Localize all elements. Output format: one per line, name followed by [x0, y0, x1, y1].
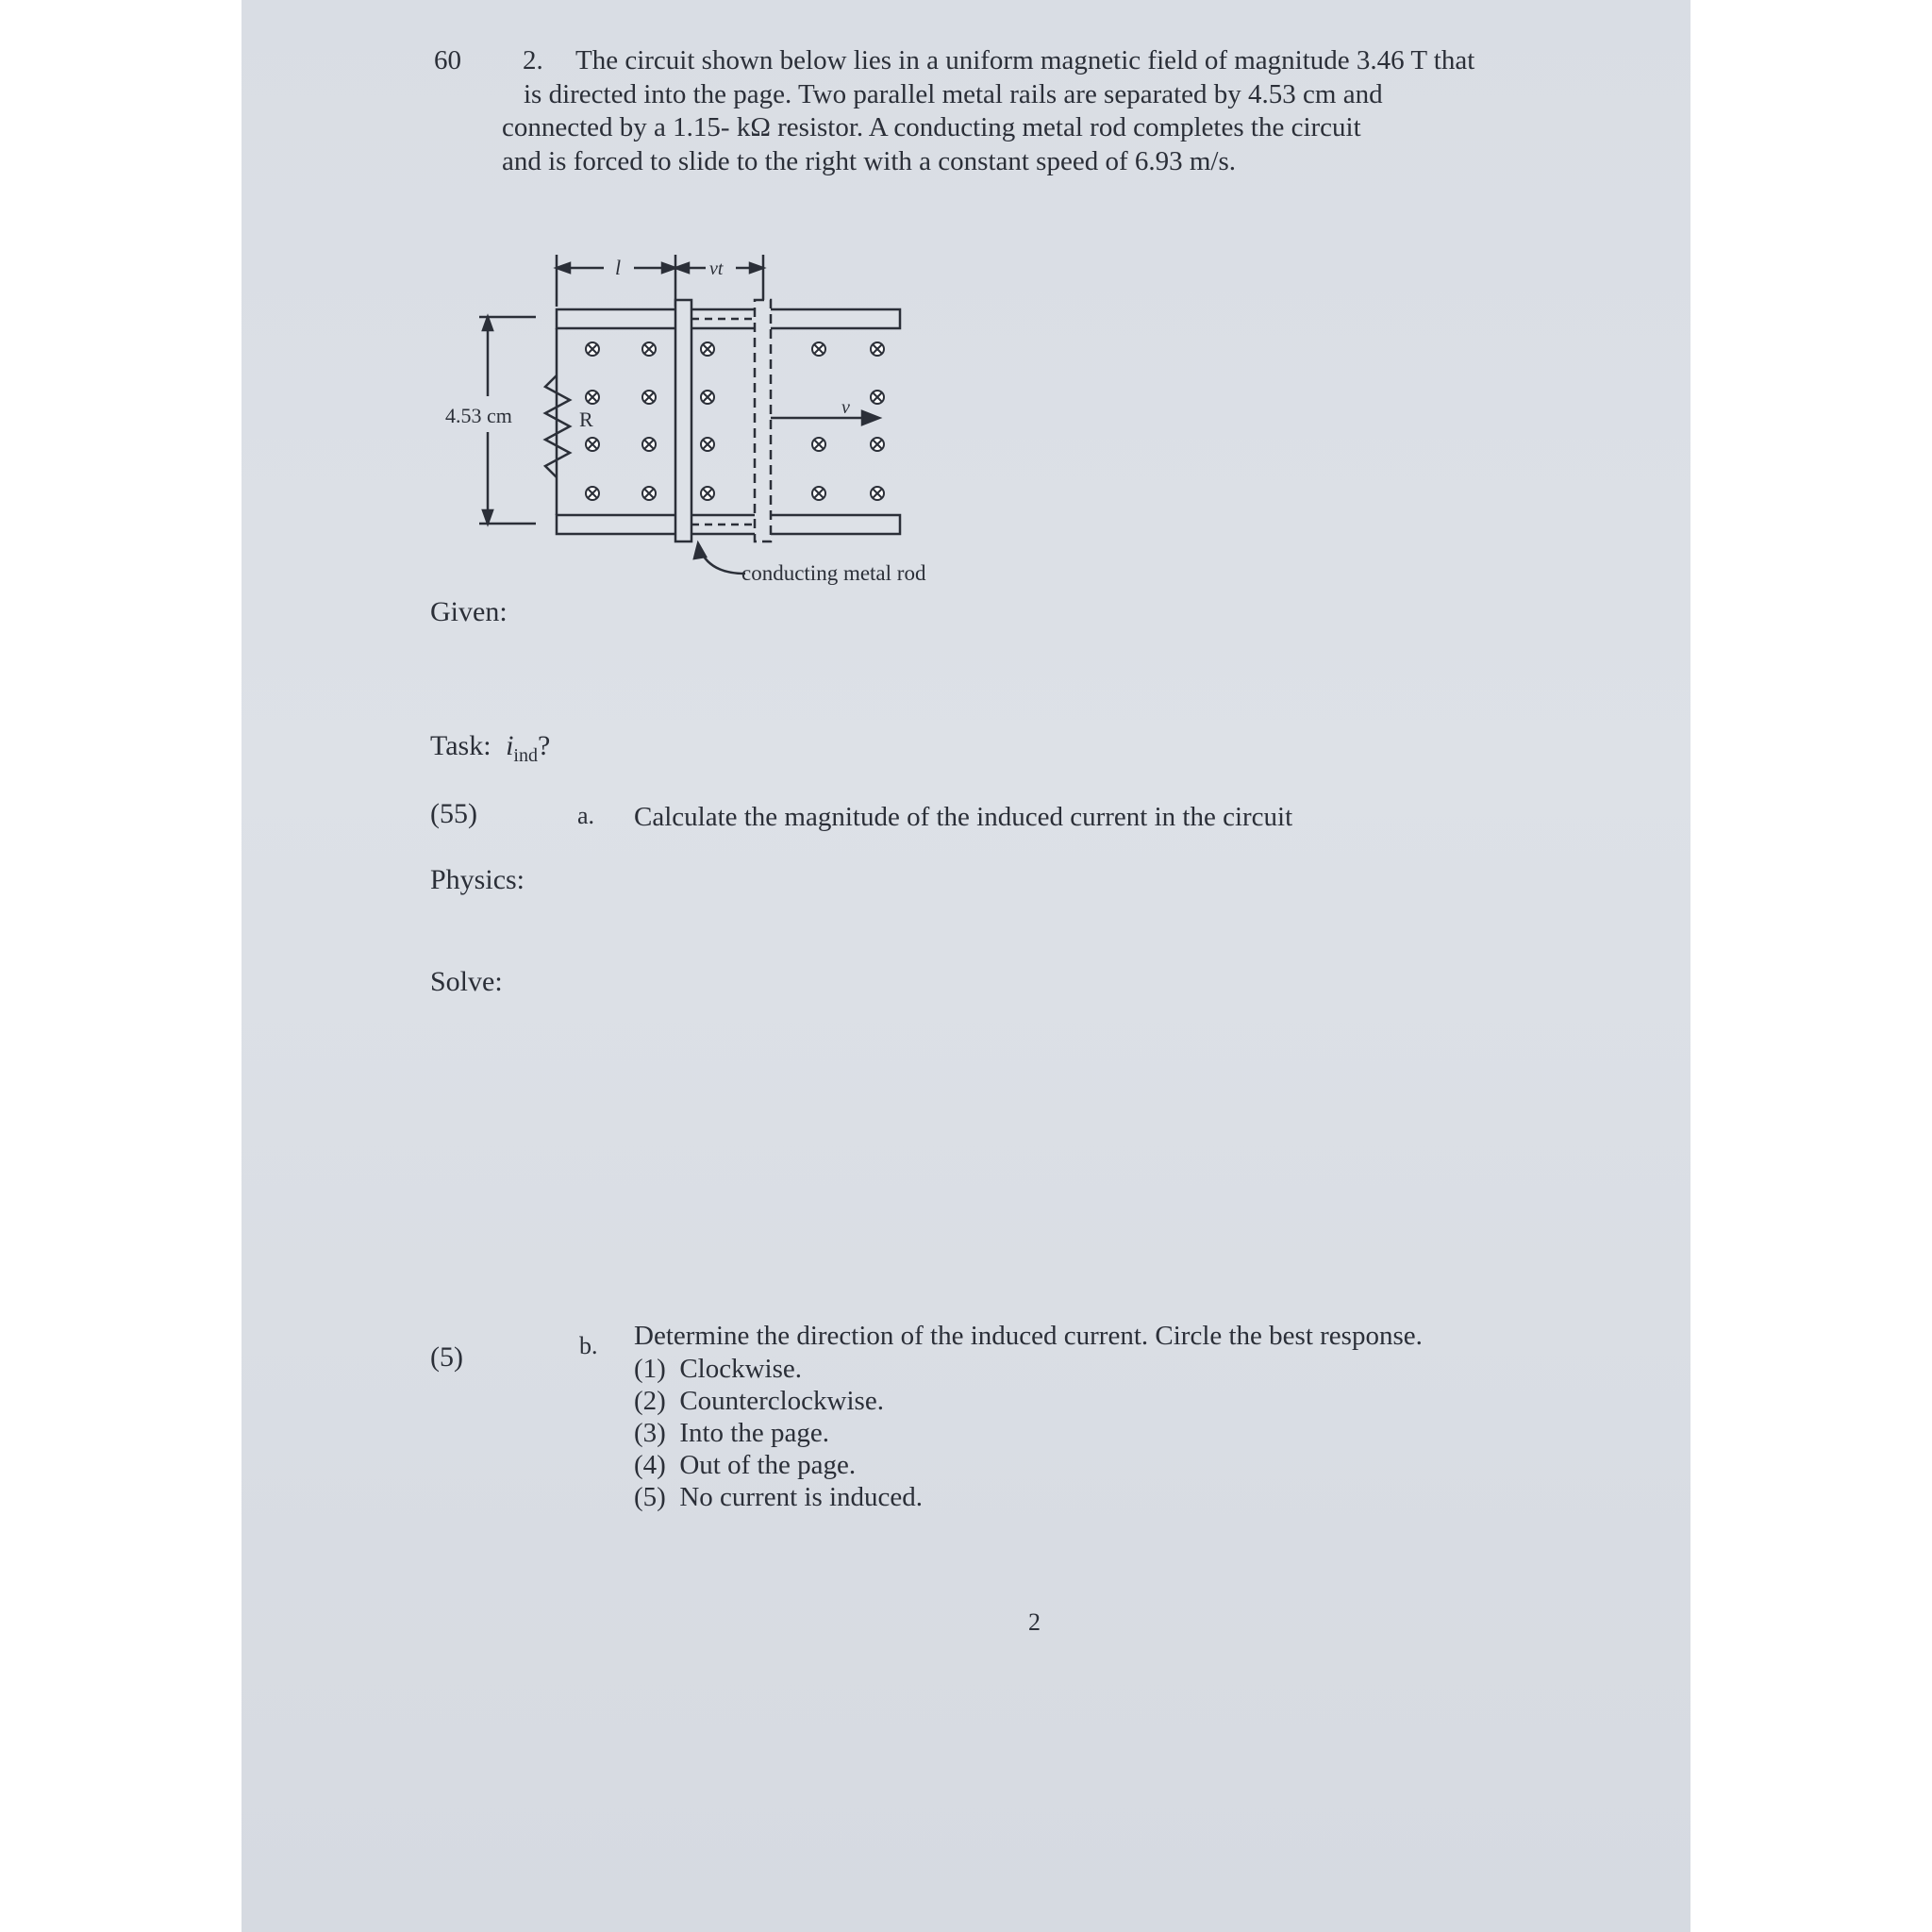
task-prefix: Task: — [430, 730, 491, 761]
physics-label: Physics: — [430, 864, 525, 895]
option-4-text: Out of the page. — [679, 1450, 857, 1480]
option-3-number: (3) — [634, 1418, 666, 1448]
problem-line-1: The circuit shown below lies in a uniform magnetic field of magnitude 3.46 T that — [575, 45, 1475, 75]
field-into-page-marker — [871, 438, 884, 451]
part-b-points: (5) — [430, 1341, 463, 1373]
problem-number: 2. — [523, 45, 543, 75]
field-into-page-marker — [642, 438, 656, 451]
option-2-text: Counterclockwise. — [679, 1386, 884, 1416]
given-label: Given: — [430, 596, 508, 627]
field-into-page-marker — [586, 391, 599, 404]
option-5-text: No current is induced. — [679, 1482, 924, 1512]
field-into-page-marker — [642, 342, 656, 356]
problem-line-2: is directed into the page. Two parallel metal rails are separated by 4.53 cm and — [524, 79, 1383, 109]
field-into-page-marker — [701, 438, 714, 451]
solve-label: Solve: — [430, 966, 503, 997]
part-b-letter: b. — [579, 1332, 598, 1359]
field-into-page-marker — [586, 487, 599, 500]
field-into-page-marker — [586, 342, 599, 356]
task-line — [430, 730, 550, 767]
part-a-text: Calculate the magnitude of the induced current in the circuit — [634, 802, 1293, 832]
task-suffix: ? — [537, 730, 551, 761]
field-into-page-marker — [701, 487, 714, 500]
field-into-page-marker — [701, 391, 714, 404]
part-b-text: Determine the direction of the induced current. Circle the best response. — [634, 1321, 1423, 1351]
problem-line-3: connected by a 1.15- kΩ resistor. A conducting metal rod completes the circuit — [502, 112, 1361, 142]
page-footer-number: 2 — [1028, 1608, 1041, 1636]
l-label: l — [615, 256, 622, 279]
field-into-page-marker — [812, 438, 825, 451]
vt-label: vt — [709, 258, 724, 279]
field-into-page-marker — [871, 391, 884, 404]
option-2-number: (2) — [634, 1386, 666, 1416]
option-2[interactable] — [634, 1385, 884, 1417]
field-markers — [586, 342, 884, 500]
option-4-number: (4) — [634, 1450, 666, 1480]
velocity-label: v⃗ — [841, 397, 865, 418]
page-number-left: 60 — [434, 45, 461, 75]
field-into-page-marker — [586, 438, 599, 451]
field-into-page-marker — [812, 487, 825, 500]
field-into-page-marker — [812, 342, 825, 356]
option-4[interactable] — [634, 1449, 856, 1481]
option-5-number: (5) — [634, 1482, 666, 1512]
part-a-points: (55) — [430, 798, 477, 829]
rod-label: conducting metal rod — [741, 561, 926, 585]
task-symbol: i — [506, 730, 514, 761]
field-into-page-marker — [642, 391, 656, 404]
field-into-page-marker — [642, 487, 656, 500]
option-3-text: Into the page. — [679, 1418, 829, 1448]
field-into-page-marker — [871, 342, 884, 356]
option-1-number: (1) — [634, 1354, 666, 1384]
option-5[interactable] — [634, 1481, 923, 1513]
field-into-page-marker — [701, 342, 714, 356]
resistor-label: R — [579, 408, 593, 431]
problem-line-4: and is forced to slide to the right with a constant speed of 6.93 m/s. — [502, 146, 1237, 176]
field-into-page-marker — [871, 487, 884, 500]
option-1-text: Clockwise. — [679, 1354, 803, 1384]
option-3[interactable] — [634, 1417, 829, 1449]
separation-label: 4.53 cm — [445, 404, 512, 427]
part-a-letter: a. — [577, 802, 595, 829]
task-subscript: ind — [513, 745, 538, 766]
option-1[interactable] — [634, 1353, 802, 1385]
